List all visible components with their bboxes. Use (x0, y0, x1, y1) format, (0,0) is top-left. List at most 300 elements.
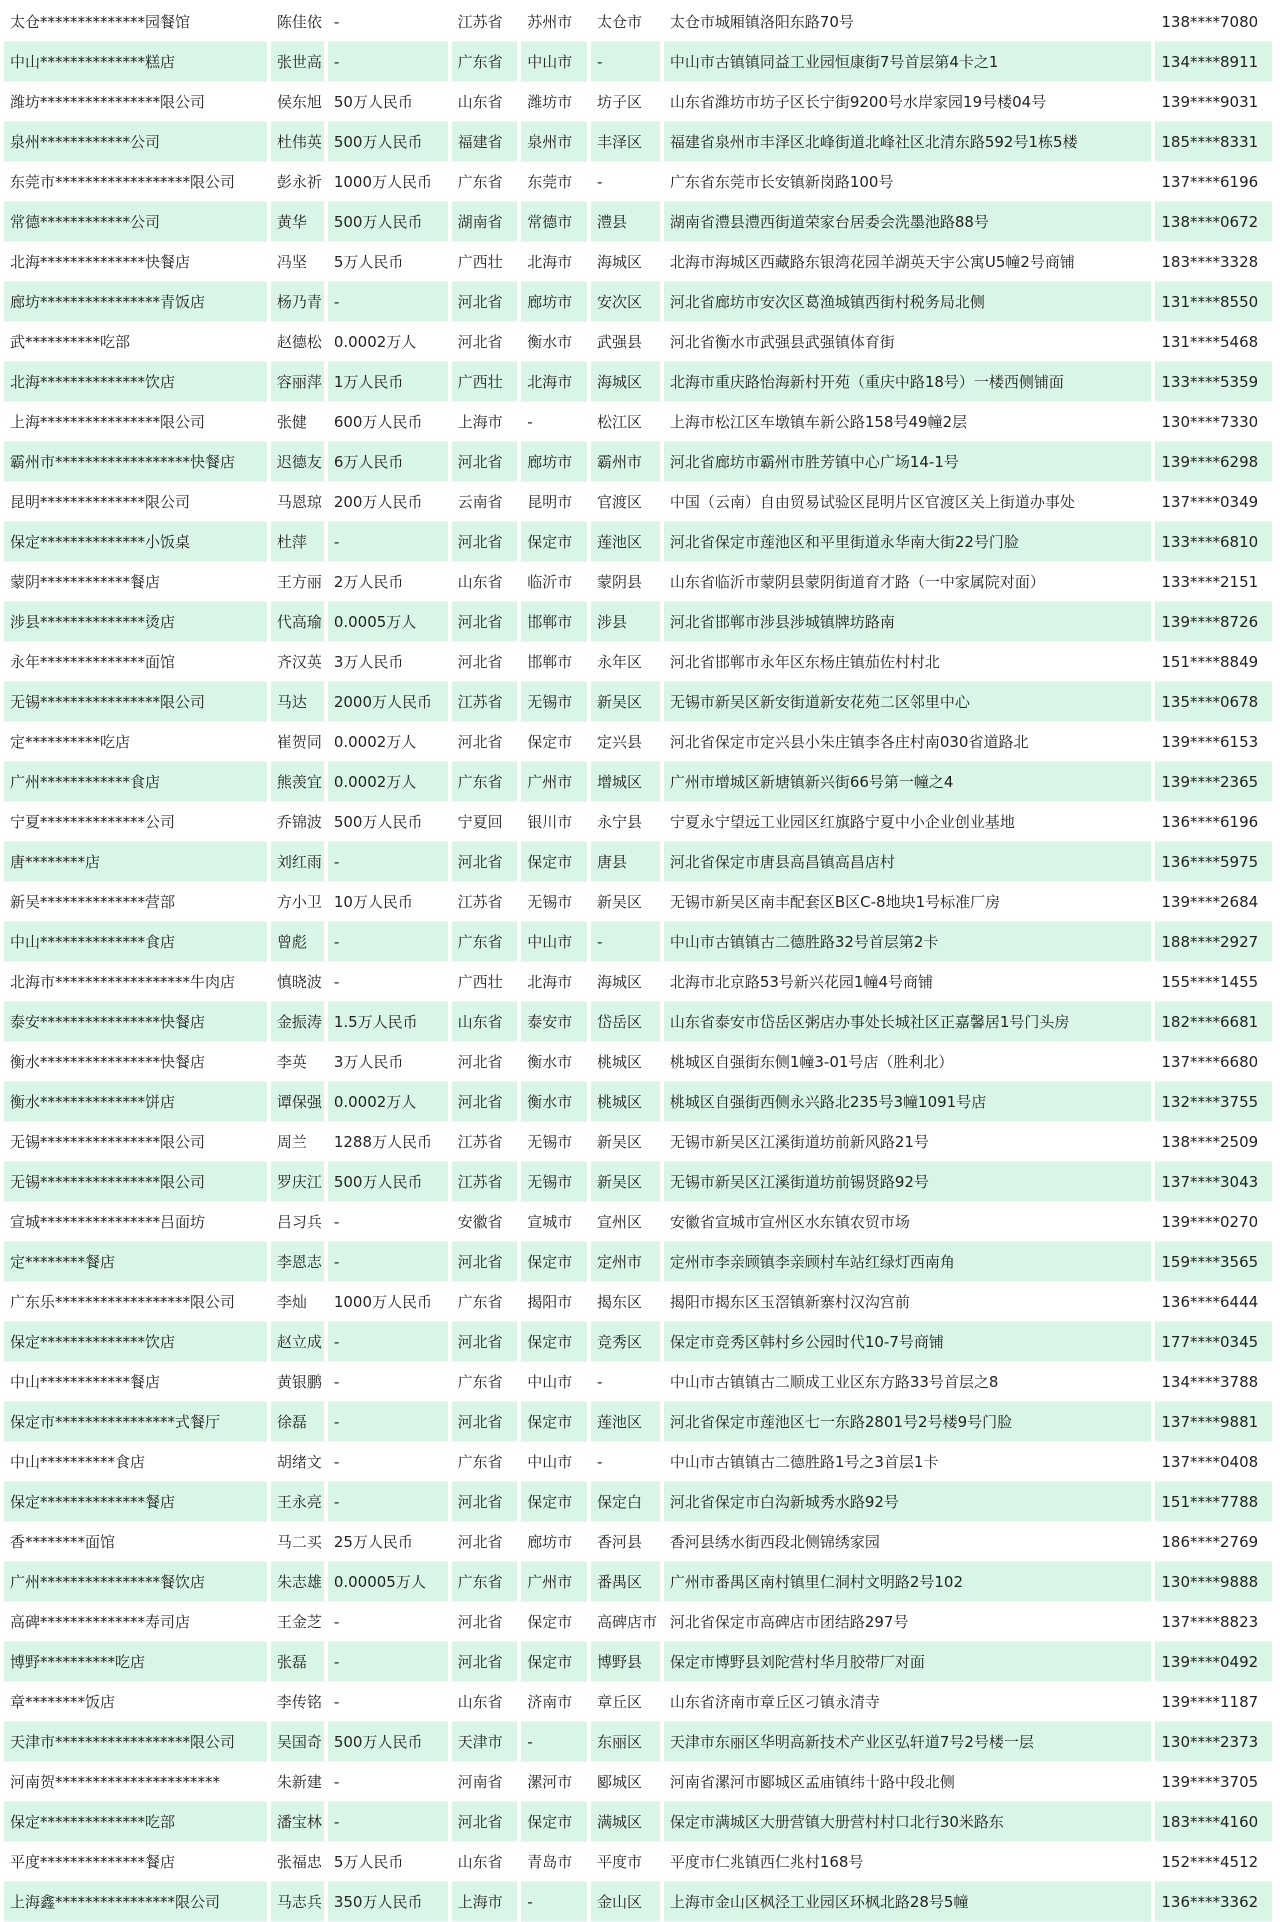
address-cell: 无锡市新吴区江溪街道坊前新风路21号 (664, 1122, 1152, 1162)
legal-person-cell: 马二买 (271, 1522, 324, 1562)
table-row (4, 682, 1272, 722)
phone-cell: 139****9031 (1155, 82, 1272, 122)
province-cell: 河北省 (452, 1242, 518, 1282)
company-name-cell: 宣城****************吕面坊 (4, 1202, 267, 1242)
registered-capital-cell: 0.0002万人 (328, 762, 448, 802)
company-name-cell: 北海**************饮店 (4, 362, 267, 402)
phone-cell: 133****6810 (1155, 522, 1272, 562)
city-cell: 衡水市 (521, 1042, 587, 1082)
address-cell: 河北省保定市莲池区七一东路2801号2号楼9号门脸 (664, 1402, 1152, 1442)
province-cell: 广东省 (452, 1442, 518, 1482)
table-row (4, 1522, 1272, 1562)
city-cell: 中山市 (521, 1442, 587, 1482)
city-cell: 泉州市 (521, 122, 587, 162)
table-row (4, 1602, 1272, 1642)
company-name-cell: 北海**************快餐店 (4, 242, 267, 282)
district-cell: 增城区 (591, 762, 660, 802)
company-name-cell: 中山**************食店 (4, 922, 267, 962)
registered-capital-cell: 500万人民币 (328, 122, 448, 162)
city-cell: 无锡市 (521, 1122, 587, 1162)
registered-capital-cell: - (328, 1642, 448, 1682)
table-row (4, 1282, 1272, 1322)
company-name-cell: 潍坊****************限公司 (4, 82, 267, 122)
company-name-cell: 衡水****************快餐店 (4, 1042, 267, 1082)
legal-person-cell: 熊羡宜 (271, 762, 324, 802)
address-cell: 北海市海城区西藏路东银湾花园羊湖英天宇公寓U5幢2号商铺 (664, 242, 1152, 282)
table-row (4, 1122, 1272, 1162)
phone-cell: 137****6680 (1155, 1042, 1272, 1082)
district-cell: 澧县 (591, 202, 660, 242)
legal-person-cell: 刘红雨 (271, 842, 324, 882)
table-row (4, 122, 1272, 162)
district-cell: 桃城区 (591, 1042, 660, 1082)
district-cell: 永年区 (591, 642, 660, 682)
city-cell: 昆明市 (521, 482, 587, 522)
table-row (4, 482, 1272, 522)
district-cell: 安次区 (591, 282, 660, 322)
district-cell: 章丘区 (591, 1682, 660, 1722)
district-cell: 海城区 (591, 362, 660, 402)
city-cell: 青岛市 (521, 1842, 587, 1882)
province-cell: 宁夏回 (452, 802, 518, 842)
address-cell: 北海市重庆路怡海新村开苑（重庆中路18号）一楼西侧铺面 (664, 362, 1152, 402)
city-cell: 廊坊市 (521, 442, 587, 482)
district-cell: 郾城区 (591, 1762, 660, 1802)
company-name-cell: 保定市****************式餐厅 (4, 1402, 267, 1442)
table-row (4, 82, 1272, 122)
legal-person-cell: 李传铭 (271, 1682, 324, 1722)
district-cell: 新吴区 (591, 1122, 660, 1162)
table-row (4, 1842, 1272, 1882)
table-row (4, 602, 1272, 642)
table-row (4, 1642, 1272, 1682)
province-cell: 广西壮 (452, 962, 518, 1002)
company-name-cell: 廊坊****************青饭店 (4, 282, 267, 322)
district-cell: 新吴区 (591, 682, 660, 722)
address-cell: 中山市古镇镇古二德胜路1号之3首层1卡 (664, 1442, 1152, 1482)
province-cell: 广西壮 (452, 362, 518, 402)
province-cell: 山东省 (452, 1682, 518, 1722)
district-cell: 宣州区 (591, 1202, 660, 1242)
province-cell: 上海市 (452, 402, 518, 442)
company-name-cell: 唐********店 (4, 842, 267, 882)
company-name-cell: 河南贺********************** (4, 1762, 267, 1802)
address-cell: 揭阳市揭东区玉滘镇新寨村汉沟宫前 (664, 1282, 1152, 1322)
city-cell: 廊坊市 (521, 1522, 587, 1562)
table-row (4, 922, 1272, 962)
province-cell: 河北省 (452, 1522, 518, 1562)
registered-capital-cell: 350万人民币 (328, 1882, 448, 1922)
district-cell: 平度市 (591, 1842, 660, 1882)
table-row (4, 762, 1272, 802)
address-cell: 河北省保定市高碑店市团结路297号 (664, 1602, 1152, 1642)
registered-capital-cell: - (328, 522, 448, 562)
table-row (4, 1162, 1272, 1202)
city-cell: 宣城市 (521, 1202, 587, 1242)
legal-person-cell: 侯东旭 (271, 82, 324, 122)
phone-cell: 130****9888 (1155, 1562, 1272, 1602)
district-cell: 海城区 (591, 962, 660, 1002)
address-cell: 香河县绣水街西段北侧锦绣家园 (664, 1522, 1152, 1562)
phone-cell: 138****7080 (1155, 2, 1272, 42)
table-row (4, 1562, 1272, 1602)
registered-capital-cell: - (328, 282, 448, 322)
phone-cell: 137****3043 (1155, 1162, 1272, 1202)
district-cell: 涉县 (591, 602, 660, 642)
district-cell: - (591, 922, 660, 962)
district-cell: 霸州市 (591, 442, 660, 482)
phone-cell: 138****0672 (1155, 202, 1272, 242)
table-row (4, 962, 1272, 1002)
province-cell: 河北省 (452, 322, 518, 362)
province-cell: 河北省 (452, 282, 518, 322)
registered-capital-cell: - (328, 962, 448, 1002)
phone-cell: 130****2373 (1155, 1722, 1272, 1762)
city-cell: 保定市 (521, 1242, 587, 1282)
company-name-cell: 无锡****************限公司 (4, 1162, 267, 1202)
address-cell: 保定市竞秀区韩村乡公园时代10-7号商铺 (664, 1322, 1152, 1362)
district-cell: 莲池区 (591, 522, 660, 562)
table-row (4, 1802, 1272, 1842)
table-row (4, 562, 1272, 602)
company-name-cell: 昆明**************限公司 (4, 482, 267, 522)
registered-capital-cell: 3万人民币 (328, 1042, 448, 1082)
registered-capital-cell: - (328, 1362, 448, 1402)
province-cell: 河北省 (452, 1082, 518, 1122)
address-cell: 河北省衡水市武强县武强镇体育街 (664, 322, 1152, 362)
city-cell: 保定市 (521, 722, 587, 762)
address-cell: 广州市番禺区南村镇里仁洞村文明路2号102 (664, 1562, 1152, 1602)
registered-capital-cell: - (328, 1602, 448, 1642)
address-cell: 山东省济南市章丘区刁镇永清寺 (664, 1682, 1152, 1722)
city-cell: 泰安市 (521, 1002, 587, 1042)
legal-person-cell: 黄银鹏 (271, 1362, 324, 1402)
phone-cell: 136****3362 (1155, 1882, 1272, 1922)
registered-capital-cell: 1288万人民币 (328, 1122, 448, 1162)
phone-cell: 177****0345 (1155, 1322, 1272, 1362)
registered-capital-cell: 1万人民币 (328, 362, 448, 402)
province-cell: 河南省 (452, 1762, 518, 1802)
phone-cell: 131****5468 (1155, 322, 1272, 362)
registered-capital-cell: 0.0005万人 (328, 602, 448, 642)
district-cell: 香河县 (591, 1522, 660, 1562)
address-cell: 中山市古镇镇同益工业园恒康街7号首层第4卡之1 (664, 42, 1152, 82)
phone-cell: 139****2365 (1155, 762, 1272, 802)
province-cell: 河北省 (452, 522, 518, 562)
address-cell: 上海市金山区枫泾工业园区环枫北路28号5幢 (664, 1882, 1152, 1922)
legal-person-cell: 崔贺同 (271, 722, 324, 762)
address-cell: 河北省保定市定兴县小朱庄镇李各庄村南030省道路北 (664, 722, 1152, 762)
table-row (4, 242, 1272, 282)
city-cell: 常德市 (521, 202, 587, 242)
table-row (4, 722, 1272, 762)
company-name-cell: 常德************公司 (4, 202, 267, 242)
company-name-cell: 广州****************餐饮店 (4, 1562, 267, 1602)
legal-person-cell: 朱新建 (271, 1762, 324, 1802)
phone-cell: 139****8726 (1155, 602, 1272, 642)
phone-cell: 134****8911 (1155, 42, 1272, 82)
district-cell: 桃城区 (591, 1082, 660, 1122)
city-cell: 中山市 (521, 42, 587, 82)
phone-cell: 186****2769 (1155, 1522, 1272, 1562)
company-table (0, 2, 1276, 1922)
company-name-cell: 博野**********吃店 (4, 1642, 267, 1682)
legal-person-cell: 张健 (271, 402, 324, 442)
table-row (4, 1882, 1272, 1922)
address-cell: 河北省邯郸市涉县涉城镇牌坊路南 (664, 602, 1152, 642)
table-row (4, 802, 1272, 842)
phone-cell: 136****6196 (1155, 802, 1272, 842)
district-cell: 揭东区 (591, 1282, 660, 1322)
phone-cell: 137****0408 (1155, 1442, 1272, 1482)
phone-cell: 131****8550 (1155, 282, 1272, 322)
address-cell: 保定市满城区大册营镇大册营村村口北行30米路东 (664, 1802, 1152, 1842)
province-cell: 河北省 (452, 1802, 518, 1842)
registered-capital-cell: - (328, 1322, 448, 1362)
phone-cell: 136****5975 (1155, 842, 1272, 882)
company-name-cell: 蒙阴************餐店 (4, 562, 267, 602)
registered-capital-cell: 2万人民币 (328, 562, 448, 602)
registered-capital-cell: - (328, 1402, 448, 1442)
table-row (4, 882, 1272, 922)
company-name-cell: 广东乐******************限公司 (4, 1282, 267, 1322)
province-cell: 河北省 (452, 642, 518, 682)
province-cell: 山东省 (452, 1002, 518, 1042)
district-cell: 太仓市 (591, 2, 660, 42)
company-name-cell: 定********餐店 (4, 1242, 267, 1282)
company-name-cell: 平度**************餐店 (4, 1842, 267, 1882)
city-cell: 北海市 (521, 242, 587, 282)
table-row (4, 282, 1272, 322)
legal-person-cell: 吕习兵 (271, 1202, 324, 1242)
city-cell: 苏州市 (521, 2, 587, 42)
district-cell: 新吴区 (591, 882, 660, 922)
table-row (4, 1682, 1272, 1722)
table-row (4, 1082, 1272, 1122)
province-cell: 山东省 (452, 82, 518, 122)
address-cell: 中国（云南）自由贸易试验区昆明片区官渡区关上街道办事处 (664, 482, 1152, 522)
legal-person-cell: 李恩志 (271, 1242, 324, 1282)
city-cell: 潍坊市 (521, 82, 587, 122)
province-cell: 广西壮 (452, 242, 518, 282)
phone-cell: 139****6153 (1155, 722, 1272, 762)
legal-person-cell: 齐汉英 (271, 642, 324, 682)
city-cell: 无锡市 (521, 682, 587, 722)
registered-capital-cell: 500万人民币 (328, 202, 448, 242)
address-cell: 河北省保定市白沟新城秀水路92号 (664, 1482, 1152, 1522)
company-name-cell: 霸州市******************快餐店 (4, 442, 267, 482)
city-cell: 银川市 (521, 802, 587, 842)
phone-cell: 137****0349 (1155, 482, 1272, 522)
table-row (4, 1442, 1272, 1482)
registered-capital-cell: - (328, 1482, 448, 1522)
registered-capital-cell: 1.5万人民币 (328, 1002, 448, 1042)
registered-capital-cell: - (328, 922, 448, 962)
address-cell: 山东省泰安市岱岳区粥店办事处长城社区正嘉馨居1号门头房 (664, 1002, 1152, 1042)
province-cell: 广东省 (452, 1362, 518, 1402)
district-cell: 定兴县 (591, 722, 660, 762)
phone-cell: 139****0270 (1155, 1202, 1272, 1242)
district-cell: 武强县 (591, 322, 660, 362)
city-cell: 广州市 (521, 762, 587, 802)
legal-person-cell: 谭保强 (271, 1082, 324, 1122)
city-cell: 中山市 (521, 922, 587, 962)
district-cell: 丰泽区 (591, 122, 660, 162)
company-name-cell: 涉县**************烫店 (4, 602, 267, 642)
province-cell: 广东省 (452, 1282, 518, 1322)
district-cell: 岱岳区 (591, 1002, 660, 1042)
address-cell: 太仓市城厢镇洛阳东路70号 (664, 2, 1152, 42)
phone-cell: 155****1455 (1155, 962, 1272, 1002)
phone-cell: 137****8823 (1155, 1602, 1272, 1642)
company-name-cell: 保定**************饮店 (4, 1322, 267, 1362)
legal-person-cell: 王方丽 (271, 562, 324, 602)
company-name-cell: 中山************餐店 (4, 1362, 267, 1402)
phone-cell: 136****6444 (1155, 1282, 1272, 1322)
address-cell: 天津市东丽区华明高新技术产业区弘轩道7号2号楼一层 (664, 1722, 1152, 1762)
legal-person-cell: 张磊 (271, 1642, 324, 1682)
district-cell: 东丽区 (591, 1722, 660, 1762)
address-cell: 河北省廊坊市霸州市胜芳镇中心广场14-1号 (664, 442, 1152, 482)
district-cell: 高碑店市 (591, 1602, 660, 1642)
phone-cell: 133****5359 (1155, 362, 1272, 402)
address-cell: 广东省东莞市长安镇新岗路100号 (664, 162, 1152, 202)
address-cell: 桃城区自强街东侧1幢3-01号店（胜利北） (664, 1042, 1152, 1082)
address-cell: 无锡市新吴区江溪街道坊前锡贤路92号 (664, 1162, 1152, 1202)
city-cell: - (521, 1882, 587, 1922)
company-name-cell: 武**********吃部 (4, 322, 267, 362)
phone-cell: 151****7788 (1155, 1482, 1272, 1522)
address-cell: 无锡市新吴区南丰配套区B区C-8地块1号标准厂房 (664, 882, 1152, 922)
company-name-cell: 北海市******************牛肉店 (4, 962, 267, 1002)
district-cell: 莲池区 (591, 1402, 660, 1442)
registered-capital-cell: 1000万人民币 (328, 162, 448, 202)
company-name-cell: 保定**************餐店 (4, 1482, 267, 1522)
legal-person-cell: 杨乃青 (271, 282, 324, 322)
legal-person-cell: 杜伟英 (271, 122, 324, 162)
address-cell: 山东省潍坊市坊子区长宁街9200号水岸家园19号楼04号 (664, 82, 1152, 122)
legal-person-cell: 张福忠 (271, 1842, 324, 1882)
province-cell: 河北省 (452, 1042, 518, 1082)
registered-capital-cell: 500万人民币 (328, 1162, 448, 1202)
phone-cell: 135****0678 (1155, 682, 1272, 722)
district-cell: 坊子区 (591, 82, 660, 122)
registered-capital-cell: 5万人民币 (328, 242, 448, 282)
registered-capital-cell: 25万人民币 (328, 1522, 448, 1562)
legal-person-cell: 王永亮 (271, 1482, 324, 1522)
legal-person-cell: 李灿 (271, 1282, 324, 1322)
registered-capital-cell: 50万人民币 (328, 82, 448, 122)
phone-cell: 159****3565 (1155, 1242, 1272, 1282)
address-cell: 中山市古镇镇古二德胜路32号首层第2卡 (664, 922, 1152, 962)
address-cell: 河北省保定市莲池区和平里街道永华南大街22号门脸 (664, 522, 1152, 562)
phone-cell: 139****6298 (1155, 442, 1272, 482)
company-name-cell: 衡水**************饼店 (4, 1082, 267, 1122)
phone-cell: 130****7330 (1155, 402, 1272, 442)
legal-person-cell: 黄华 (271, 202, 324, 242)
company-name-cell: 中山**********食店 (4, 1442, 267, 1482)
company-name-cell: 广州************食店 (4, 762, 267, 802)
address-cell: 湖南省澧县澧西街道荣家台居委会洗墨池路88号 (664, 202, 1152, 242)
table-row (4, 162, 1272, 202)
registered-capital-cell: - (328, 1762, 448, 1802)
registered-capital-cell: 200万人民币 (328, 482, 448, 522)
registered-capital-cell: 5万人民币 (328, 1842, 448, 1882)
table-row (4, 2, 1272, 42)
district-cell: 官渡区 (591, 482, 660, 522)
registered-capital-cell: 0.0002万人 (328, 322, 448, 362)
registered-capital-cell: 10万人民币 (328, 882, 448, 922)
phone-cell: 133****2151 (1155, 562, 1272, 602)
legal-person-cell: 方小卫 (271, 882, 324, 922)
city-cell: 无锡市 (521, 1162, 587, 1202)
city-cell: 揭阳市 (521, 1282, 587, 1322)
city-cell: - (521, 402, 587, 442)
province-cell: 河北省 (452, 842, 518, 882)
phone-cell: 183****3328 (1155, 242, 1272, 282)
city-cell: 中山市 (521, 1362, 587, 1402)
legal-person-cell: 马恩琼 (271, 482, 324, 522)
table-row (4, 1202, 1272, 1242)
table-row (4, 1042, 1272, 1082)
company-name-cell: 泉州************公司 (4, 122, 267, 162)
table-row (4, 442, 1272, 482)
company-name-cell: 太仓**************园餐馆 (4, 2, 267, 42)
legal-person-cell: 潘宝林 (271, 1802, 324, 1842)
registered-capital-cell: 1000万人民币 (328, 1282, 448, 1322)
district-cell: 海城区 (591, 242, 660, 282)
province-cell: 安徽省 (452, 1202, 518, 1242)
district-cell: 保定白 (591, 1482, 660, 1522)
phone-cell: 137****6196 (1155, 162, 1272, 202)
city-cell: 无锡市 (521, 882, 587, 922)
city-cell: 保定市 (521, 1602, 587, 1642)
province-cell: 河北省 (452, 442, 518, 482)
phone-cell: 185****8331 (1155, 122, 1272, 162)
legal-person-cell: 王金芝 (271, 1602, 324, 1642)
phone-cell: 134****3788 (1155, 1362, 1272, 1402)
table-row (4, 842, 1272, 882)
company-name-cell: 无锡****************限公司 (4, 1122, 267, 1162)
table-row (4, 1402, 1272, 1442)
table-row (4, 202, 1272, 242)
address-cell: 定州市李亲顾镇李亲顾村车站红绿灯西南角 (664, 1242, 1152, 1282)
table-row (4, 1482, 1272, 1522)
address-cell: 河北省廊坊市安次区葛渔城镇西街村税务局北侧 (664, 282, 1152, 322)
registered-capital-cell: - (328, 1202, 448, 1242)
legal-person-cell: 容丽萍 (271, 362, 324, 402)
legal-person-cell: 胡绪文 (271, 1442, 324, 1482)
district-cell: - (591, 162, 660, 202)
city-cell: 保定市 (521, 1642, 587, 1682)
registered-capital-cell: 500万人民币 (328, 1722, 448, 1762)
registered-capital-cell: - (328, 2, 448, 42)
province-cell: 江苏省 (452, 1122, 518, 1162)
district-cell: 唐县 (591, 842, 660, 882)
registered-capital-cell: - (328, 42, 448, 82)
city-cell: 邯郸市 (521, 642, 587, 682)
legal-person-cell: 杜萍 (271, 522, 324, 562)
address-cell: 北海市北京路53号新兴花园1幢4号商铺 (664, 962, 1152, 1002)
registered-capital-cell: - (328, 1682, 448, 1722)
company-name-cell: 新吴**************营部 (4, 882, 267, 922)
table-row (4, 322, 1272, 362)
province-cell: 河北省 (452, 1642, 518, 1682)
province-cell: 江苏省 (452, 1162, 518, 1202)
address-cell: 安徽省宣城市宣州区水东镇农贸市场 (664, 1202, 1152, 1242)
address-cell: 广州市增城区新塘镇新兴街66号第一幢之4 (664, 762, 1152, 802)
address-cell: 平度市仁兆镇西仁兆村168号 (664, 1842, 1152, 1882)
